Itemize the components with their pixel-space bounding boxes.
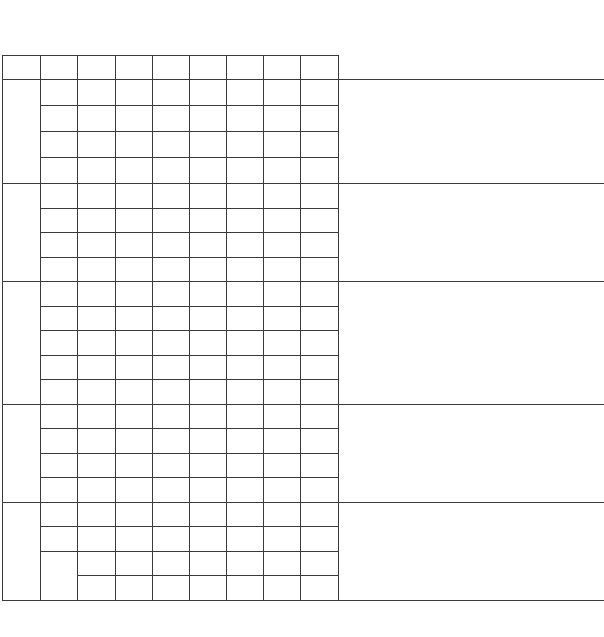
note-item [342, 560, 604, 569]
day-cell [152, 158, 189, 184]
day-cell [152, 80, 189, 106]
note-item [342, 453, 604, 462]
day-cell [264, 527, 301, 552]
header-row [3, 56, 604, 80]
day-header-wed [152, 56, 189, 80]
day-cell [78, 429, 115, 454]
day-cell [227, 158, 264, 184]
day-header-tue [115, 56, 152, 80]
day-cell [78, 257, 115, 282]
note-item [342, 534, 604, 543]
day-cell [152, 380, 189, 405]
month-notes [338, 282, 604, 405]
day-cell [152, 132, 189, 158]
day-cell [264, 80, 301, 106]
day-cell [227, 355, 264, 380]
week-label [41, 132, 78, 158]
day-cell [115, 306, 152, 331]
day-cell [189, 355, 226, 380]
day-cell [78, 106, 115, 132]
day-cell [189, 184, 226, 209]
day-cell [301, 551, 338, 576]
day-cell [301, 282, 338, 307]
day-cell [227, 551, 264, 576]
day-cell [78, 453, 115, 478]
note-item [342, 228, 604, 237]
day-cell [264, 429, 301, 454]
note-item [342, 237, 604, 246]
week-label [41, 502, 78, 527]
day-cell [189, 380, 226, 405]
note-item [342, 517, 604, 526]
day-cell [78, 527, 115, 552]
day-cell [189, 257, 226, 282]
day-cell [264, 478, 301, 503]
day-cell [152, 429, 189, 454]
day-cell [227, 576, 264, 601]
day-cell [78, 306, 115, 331]
day-cell [264, 106, 301, 132]
day-cell [115, 502, 152, 527]
day-cell [189, 404, 226, 429]
month-notes [338, 502, 604, 600]
day-cell [301, 106, 338, 132]
week-header [41, 56, 78, 80]
note-item [342, 211, 604, 220]
week-label [41, 331, 78, 356]
week-label [41, 429, 78, 454]
day-cell [264, 257, 301, 282]
day-cell [227, 404, 264, 429]
day-cell [115, 355, 152, 380]
day-cell [189, 208, 226, 233]
week-label [41, 158, 78, 184]
month-label [3, 282, 41, 405]
day-cell [78, 158, 115, 184]
week-label [41, 106, 78, 132]
note-item [342, 203, 604, 212]
day-cell [189, 502, 226, 527]
week-label [41, 527, 78, 552]
day-cell [189, 233, 226, 258]
note-item [342, 246, 604, 255]
day-cell [264, 331, 301, 356]
note-item [342, 132, 604, 141]
note-item [342, 123, 604, 132]
day-cell [115, 429, 152, 454]
day-cell [264, 233, 301, 258]
day-cell [115, 158, 152, 184]
week-label [41, 306, 78, 331]
note-item [342, 364, 604, 373]
day-header-sat [264, 56, 301, 80]
day-cell [189, 453, 226, 478]
day-cell [152, 282, 189, 307]
note-item [342, 106, 604, 115]
day-cell [301, 453, 338, 478]
note-item [342, 347, 604, 356]
week-label [41, 80, 78, 106]
day-cell [152, 478, 189, 503]
day-cell [227, 208, 264, 233]
day-cell [264, 404, 301, 429]
day-cell [189, 306, 226, 331]
day-cell [301, 355, 338, 380]
note-item [342, 97, 604, 106]
week-label [41, 404, 78, 429]
day-cell [115, 233, 152, 258]
day-cell [152, 355, 189, 380]
week-label [41, 380, 78, 405]
day-cell [78, 208, 115, 233]
week-label [41, 184, 78, 209]
week-label [41, 355, 78, 380]
day-cell [189, 331, 226, 356]
note-item [342, 175, 604, 184]
note-item [342, 89, 604, 98]
note-item [342, 80, 604, 89]
day-cell [264, 158, 301, 184]
week-row [3, 502, 604, 527]
day-cell [152, 208, 189, 233]
day-cell [227, 132, 264, 158]
day-cell [301, 257, 338, 282]
note-item [342, 568, 604, 577]
month-notes [338, 80, 604, 184]
day-cell [115, 576, 152, 601]
day-cell [189, 80, 226, 106]
day-cell [115, 106, 152, 132]
note-item [342, 330, 604, 339]
footnote [6, 612, 30, 620]
note-item [342, 149, 604, 158]
note-item [342, 194, 604, 203]
day-cell [301, 331, 338, 356]
day-cell [227, 106, 264, 132]
year-header [3, 56, 41, 80]
month-label [3, 502, 41, 600]
note-item [342, 427, 604, 436]
day-cell [115, 527, 152, 552]
day-cell [227, 184, 264, 209]
day-cell [301, 306, 338, 331]
note-item [342, 254, 604, 263]
day-cell [115, 184, 152, 209]
day-cell [301, 380, 338, 405]
note-item [342, 436, 604, 445]
day-cell [78, 576, 115, 601]
day-cell [115, 404, 152, 429]
day-header-mon [78, 56, 115, 80]
day-cell [152, 233, 189, 258]
day-cell [78, 331, 115, 356]
day-cell [115, 453, 152, 478]
day-cell [152, 404, 189, 429]
summer-vacation-label [41, 551, 78, 600]
day-header-thu [189, 56, 226, 80]
day-cell [227, 257, 264, 282]
day-cell [227, 282, 264, 307]
day-cell [227, 380, 264, 405]
day-cell [264, 208, 301, 233]
day-cell [115, 478, 152, 503]
week-label [41, 233, 78, 258]
note-item [342, 166, 604, 175]
note-item [342, 577, 604, 586]
day-cell [301, 208, 338, 233]
school-calendar-table [2, 55, 604, 601]
day-cell [227, 502, 264, 527]
week-label [41, 282, 78, 307]
week-row [3, 282, 604, 307]
note-item [342, 304, 604, 313]
day-cell [264, 184, 301, 209]
day-cell [78, 184, 115, 209]
day-cell [78, 502, 115, 527]
day-cell [264, 551, 301, 576]
day-cell [264, 355, 301, 380]
day-cell [78, 80, 115, 106]
day-cell [227, 453, 264, 478]
week-label [41, 478, 78, 503]
day-cell [78, 233, 115, 258]
note-item [342, 313, 604, 322]
day-cell [115, 282, 152, 307]
day-cell [301, 429, 338, 454]
note-item [342, 220, 604, 229]
note-item [342, 373, 604, 382]
month-label [3, 404, 41, 502]
day-cell [152, 184, 189, 209]
week-row [3, 80, 604, 106]
day-cell [78, 355, 115, 380]
month-notes [338, 404, 604, 502]
day-cell [78, 282, 115, 307]
day-cell [264, 306, 301, 331]
day-cell [301, 527, 338, 552]
day-cell [189, 551, 226, 576]
day-cell [301, 478, 338, 503]
day-cell [264, 576, 301, 601]
day-cell [301, 184, 338, 209]
day-cell [115, 208, 152, 233]
day-cell [227, 331, 264, 356]
day-cell [78, 380, 115, 405]
day-cell [301, 502, 338, 527]
day-cell [189, 429, 226, 454]
day-header-fri [227, 56, 264, 80]
day-cell [189, 106, 226, 132]
note-item [342, 551, 604, 560]
day-cell [115, 380, 152, 405]
day-cell [115, 132, 152, 158]
day-cell [264, 380, 301, 405]
note-item [342, 462, 604, 471]
day-cell [115, 80, 152, 106]
day-header-sun [301, 56, 338, 80]
day-cell [264, 453, 301, 478]
day-cell [301, 233, 338, 258]
day-cell [189, 576, 226, 601]
day-cell [227, 80, 264, 106]
day-cell [301, 404, 338, 429]
day-cell [152, 527, 189, 552]
day-cell [227, 233, 264, 258]
note-item [342, 356, 604, 365]
day-cell [227, 429, 264, 454]
day-cell [264, 282, 301, 307]
day-cell [78, 132, 115, 158]
day-cell [152, 106, 189, 132]
day-cell [301, 576, 338, 601]
day-cell [189, 132, 226, 158]
note-item [342, 445, 604, 454]
day-cell [152, 453, 189, 478]
day-cell [227, 306, 264, 331]
day-cell [227, 478, 264, 503]
day-cell [78, 404, 115, 429]
week-row [3, 184, 604, 209]
day-cell [301, 132, 338, 158]
day-cell [189, 158, 226, 184]
day-cell [152, 257, 189, 282]
day-cell [78, 478, 115, 503]
month-label [3, 184, 41, 282]
note-item [342, 470, 604, 479]
note-item [342, 321, 604, 330]
note-item [342, 263, 604, 272]
day-cell [301, 80, 338, 106]
day-cell [115, 551, 152, 576]
day-cell [152, 306, 189, 331]
day-cell [152, 331, 189, 356]
day-cell [189, 478, 226, 503]
day-cell [78, 551, 115, 576]
day-cell [301, 158, 338, 184]
month-label [3, 80, 41, 184]
note-item [342, 157, 604, 166]
note-item [342, 525, 604, 534]
note-item [342, 140, 604, 149]
day-cell [152, 551, 189, 576]
day-cell [115, 331, 152, 356]
note-item [342, 543, 604, 552]
note-item [342, 339, 604, 348]
day-cell [152, 502, 189, 527]
day-cell [152, 576, 189, 601]
day-cell [264, 132, 301, 158]
day-cell [189, 527, 226, 552]
week-row [3, 404, 604, 429]
day-cell [264, 502, 301, 527]
day-cell [189, 282, 226, 307]
day-cell [227, 527, 264, 552]
week-label [41, 208, 78, 233]
week-label [41, 453, 78, 478]
week-label [41, 257, 78, 282]
day-cell [115, 257, 152, 282]
note-item [342, 114, 604, 123]
month-notes [338, 184, 604, 282]
